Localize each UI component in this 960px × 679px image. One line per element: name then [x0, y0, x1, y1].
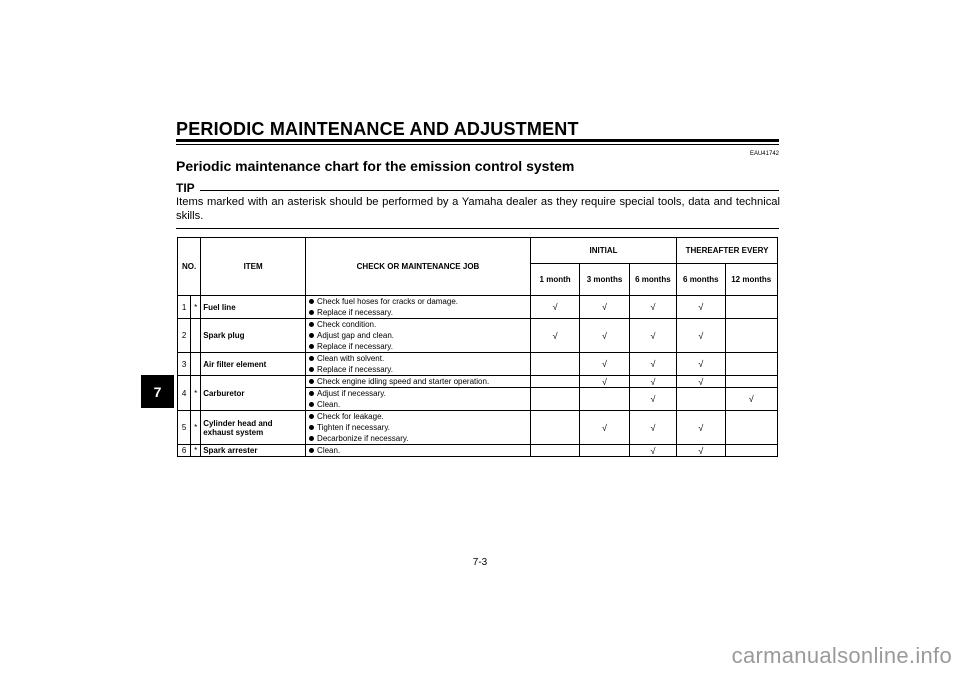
- check-mark-cell: [580, 445, 629, 457]
- check-mark-cell: [677, 388, 725, 411]
- table-row: [178, 411, 778, 445]
- job-list: [308, 388, 528, 410]
- bullet-icon: [309, 344, 314, 349]
- check-mark-cell: √: [725, 388, 778, 411]
- tip-text: Items marked with an asterisk should be performed by a Yamaha dealer as they require special tools, data and technical skills.: [176, 196, 780, 222]
- header-interval: 3 months: [580, 264, 629, 296]
- bullet-icon: [309, 379, 314, 384]
- asterisk-marker: *: [191, 376, 201, 411]
- check-mark-cell: √: [580, 319, 629, 353]
- check-mark-cell: [530, 445, 579, 457]
- check-mark-cell: [580, 388, 629, 411]
- maintenance-job: [306, 353, 531, 376]
- bullet-icon: [309, 333, 314, 338]
- bullet-icon: [309, 414, 314, 419]
- item-name: Carburetor: [201, 376, 306, 411]
- job-text: Replace if necessary.: [317, 308, 393, 317]
- row-number: 1: [178, 296, 191, 319]
- job-text: Clean.: [317, 446, 341, 455]
- bullet-icon: [309, 436, 314, 441]
- job-list: [308, 319, 528, 352]
- row-number: 4: [178, 376, 191, 411]
- item-name: Spark plug: [201, 319, 306, 353]
- header-interval: 1 month: [530, 264, 579, 296]
- job-list-item: [308, 399, 528, 410]
- job-text: Replace if necessary.: [317, 365, 393, 374]
- check-mark-cell: √: [629, 376, 676, 388]
- bullet-icon: [309, 299, 314, 304]
- asterisk-marker: [191, 353, 201, 376]
- item-name: Air filter element: [201, 353, 306, 376]
- job-list: [308, 353, 528, 375]
- maintenance-chart-table: [177, 237, 778, 457]
- item-name: Cylinder head and exhaust system: [201, 411, 306, 445]
- check-mark-cell: √: [677, 353, 725, 376]
- check-mark-cell: [530, 376, 579, 388]
- check-mark-cell: √: [530, 319, 579, 353]
- check-mark-cell: √: [629, 411, 676, 445]
- row-number: 5: [178, 411, 191, 445]
- job-list-item: [308, 411, 528, 422]
- job-list-item: [308, 341, 528, 352]
- job-list: [308, 411, 528, 444]
- check-mark-cell: √: [629, 445, 676, 457]
- job-list: [308, 296, 528, 318]
- job-list-item: [308, 319, 528, 330]
- job-list-item: [308, 422, 528, 433]
- asterisk-marker: *: [191, 296, 201, 319]
- check-mark-cell: √: [629, 296, 676, 319]
- chapter-tab: 7: [141, 375, 174, 408]
- page-number: 7-3: [472, 557, 488, 568]
- check-mark-cell: √: [677, 411, 725, 445]
- asterisk-marker: *: [191, 445, 201, 457]
- job-text: Decarbonize if necessary.: [317, 434, 409, 443]
- job-list-item: [308, 388, 528, 399]
- job-text: Tighten if necessary.: [317, 423, 390, 432]
- asterisk-marker: *: [191, 411, 201, 445]
- job-list-item: [308, 433, 528, 444]
- check-mark-cell: [530, 353, 579, 376]
- check-mark-cell: √: [580, 376, 629, 388]
- check-mark-cell: [725, 353, 778, 376]
- page-header-title: PERIODIC MAINTENANCE AND ADJUSTMENT: [176, 119, 579, 139]
- check-mark-cell: √: [530, 296, 579, 319]
- job-text: Check for leakage.: [317, 412, 384, 421]
- check-mark-cell: [725, 376, 778, 388]
- table-row: [178, 376, 778, 388]
- job-text: Adjust if necessary.: [317, 389, 386, 398]
- job-list-item: [308, 296, 528, 307]
- check-mark-cell: √: [580, 296, 629, 319]
- row-number: 3: [178, 353, 191, 376]
- header-job: CHECK OR MAINTENANCE JOB: [306, 238, 531, 296]
- job-list-item: [308, 376, 528, 387]
- table-row: [178, 296, 778, 319]
- bullet-icon: [309, 425, 314, 430]
- check-mark-cell: [725, 445, 778, 457]
- job-list: [308, 445, 528, 456]
- maintenance-job: [306, 445, 531, 457]
- header-item: ITEM: [201, 238, 306, 296]
- check-mark-cell: √: [580, 353, 629, 376]
- watermark: carmanualsonline.info: [731, 643, 952, 668]
- item-name: Fuel line: [201, 296, 306, 319]
- table-row: [178, 353, 778, 376]
- maintenance-job: [306, 319, 531, 353]
- job-text: Replace if necessary.: [317, 342, 393, 351]
- maintenance-chart-body: [178, 296, 778, 457]
- check-mark-cell: [725, 411, 778, 445]
- check-mark-cell: √: [629, 353, 676, 376]
- job-list-item: [308, 445, 528, 456]
- check-mark-cell: √: [629, 388, 676, 411]
- row-number: 6: [178, 445, 191, 457]
- job-list-item: [308, 307, 528, 318]
- bullet-icon: [309, 391, 314, 396]
- check-mark-cell: [530, 388, 579, 411]
- bullet-icon: [309, 310, 314, 315]
- job-text: Check engine idling speed and starter operation.: [317, 377, 490, 386]
- header-no: NO.: [178, 238, 201, 296]
- maintenance-job: [306, 411, 531, 445]
- maintenance-job: [306, 388, 531, 411]
- header-interval: 6 months: [629, 264, 676, 296]
- reference-code: EAU41742: [749, 151, 779, 157]
- check-mark-cell: [530, 411, 579, 445]
- check-mark-cell: √: [677, 319, 725, 353]
- check-mark-cell: √: [677, 376, 725, 388]
- section-heading: Periodic maintenance chart for the emission control system: [176, 158, 575, 174]
- bullet-icon: [309, 356, 314, 361]
- check-mark-cell: [725, 296, 778, 319]
- item-name: Spark arrester: [201, 445, 306, 457]
- header-rule: [176, 139, 779, 142]
- check-mark-cell: √: [677, 296, 725, 319]
- check-mark-cell: [725, 319, 778, 353]
- header-interval: 12 months: [725, 264, 778, 296]
- header-initial: INITIAL: [530, 238, 676, 264]
- check-mark-cell: √: [677, 445, 725, 457]
- job-list-item: [308, 353, 528, 364]
- table-row: [178, 445, 778, 457]
- check-mark-cell: √: [580, 411, 629, 445]
- check-mark-cell: √: [629, 319, 676, 353]
- job-text: Adjust gap and clean.: [317, 331, 394, 340]
- tip-rule: [200, 190, 779, 191]
- maintenance-job: [306, 296, 531, 319]
- asterisk-marker: [191, 319, 201, 353]
- bullet-icon: [309, 322, 314, 327]
- job-text: Check fuel hoses for cracks or damage.: [317, 297, 458, 306]
- header-thereafter: THEREAFTER EVERY: [677, 238, 778, 264]
- header-interval: 6 months: [677, 264, 725, 296]
- bullet-icon: [309, 402, 314, 407]
- header-rule-thin: [176, 144, 779, 145]
- job-text: Clean with solvent.: [317, 354, 385, 363]
- job-text: Check condition.: [317, 320, 377, 329]
- job-text: Clean.: [317, 400, 341, 409]
- job-list: [308, 376, 528, 387]
- maintenance-job: [306, 376, 531, 388]
- tip-label: TIP: [176, 181, 195, 195]
- bullet-icon: [309, 448, 314, 453]
- job-list-item: [308, 330, 528, 341]
- row-number: 2: [178, 319, 191, 353]
- table-row: [178, 319, 778, 353]
- tip-end-rule: [176, 228, 779, 229]
- bullet-icon: [309, 367, 314, 372]
- job-list-item: [308, 364, 528, 375]
